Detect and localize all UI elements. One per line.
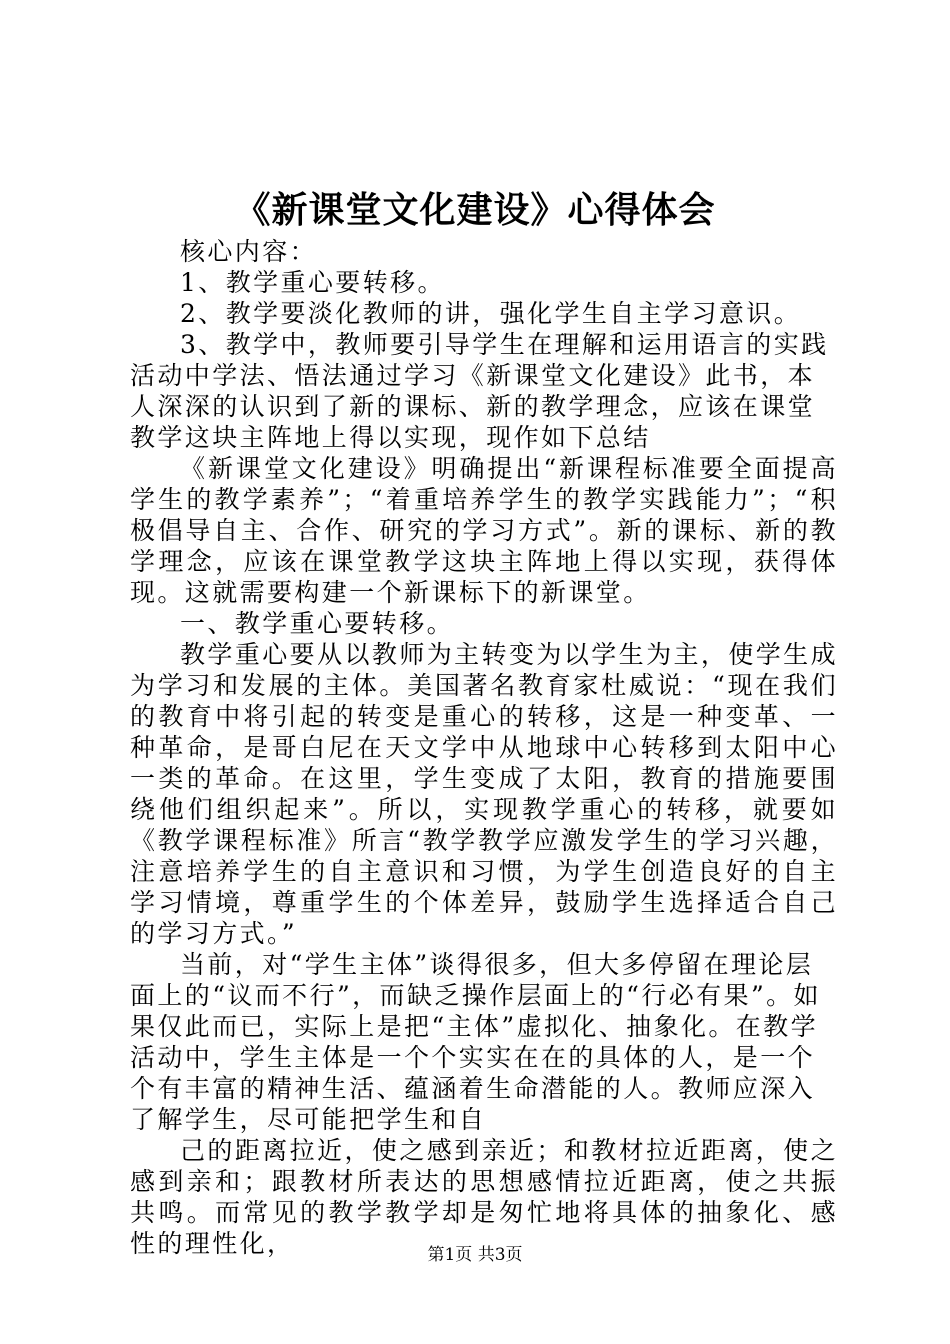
section-heading-1: 一、教学重心要转移。 (180, 609, 455, 638)
paragraph-point-3: 3、教学中，教师要引导学生在理解和运用语言的实践活动中学法、悟法通过学习《新课堂文化建设》此书，本人深深的认识到了新的课标、新的教学理念，应该在课堂教学这块主阵地上得以实现，现作如下总结 (130, 330, 829, 452)
paragraph-body: 当前，对“学生主体”谈得很多，但大多停留在理论层面上的“议而不行”，而缺乏操作层面上的“行必有果”。如果仅此而已，实际上是把“主体”虚拟化、抽象化。在教学活动中，学生主体是一个个实实在在的具体的人，是一个个有丰富的精神生活、蕴涵着生命潜能的人。教师应深入了解学生，尽可能把学生和自 (130, 950, 821, 1134)
paragraph-point-2: 2、教学要淡化教师的讲，强化学生自主学习意识。 (180, 299, 802, 328)
paragraph-body: 教学重心要从以教师为主转变为以学生为主，使学生成为学习和发展的主体。美国著名教育家杜威说：“现在我们的教育中将引起的转变是重心的转移，这是一种变革、一种革命，是哥白尼在天文学中从地球中心转移到太阳中心一类的革命。在这里，学生变成了太阳，教育的措施要围绕他们组织起来”。所以，实现教学重心的转移，就要如《教学课程标准》所言“教学教学应激发学生的学习兴趣，注意培养学生的自主意识和习惯，为学生创造良好的自主学习情境，尊重学生的个体差异，鼓励学生选择适合自己的学习方式。” (130, 640, 838, 948)
paragraph-intro: 《新课堂文化建设》明确提出“新课程标准要全面提高学生的教学素养”；“着重培养学生的教学实践能力”；“积极倡导自主、合作、研究的学习方式”。新的课标、新的教学理念，应该在课堂教学这块主阵地上得以实现，获得体现。这就需要构建一个新课标下的新课堂。 (130, 454, 838, 607)
document-title: 《新课堂文化建设》心得体会 (234, 189, 716, 231)
page-footer: 第1页 共3页 (427, 1245, 523, 1265)
paragraph-core-content: 核心内容： (180, 237, 318, 266)
document-body (130, 236, 838, 1259)
paragraph-point-1: 1、教学重心要转移。 (180, 268, 445, 297)
paragraph-body: 己的距离拉近，使之感到亲近；和教材拉近距离，使之感到亲和；跟教材所表达的思想感情拉近距离，使之共振共鸣。而常见的教学教学却是匆忙地将具体的抽象化、感性的理性化， (130, 1136, 838, 1258)
